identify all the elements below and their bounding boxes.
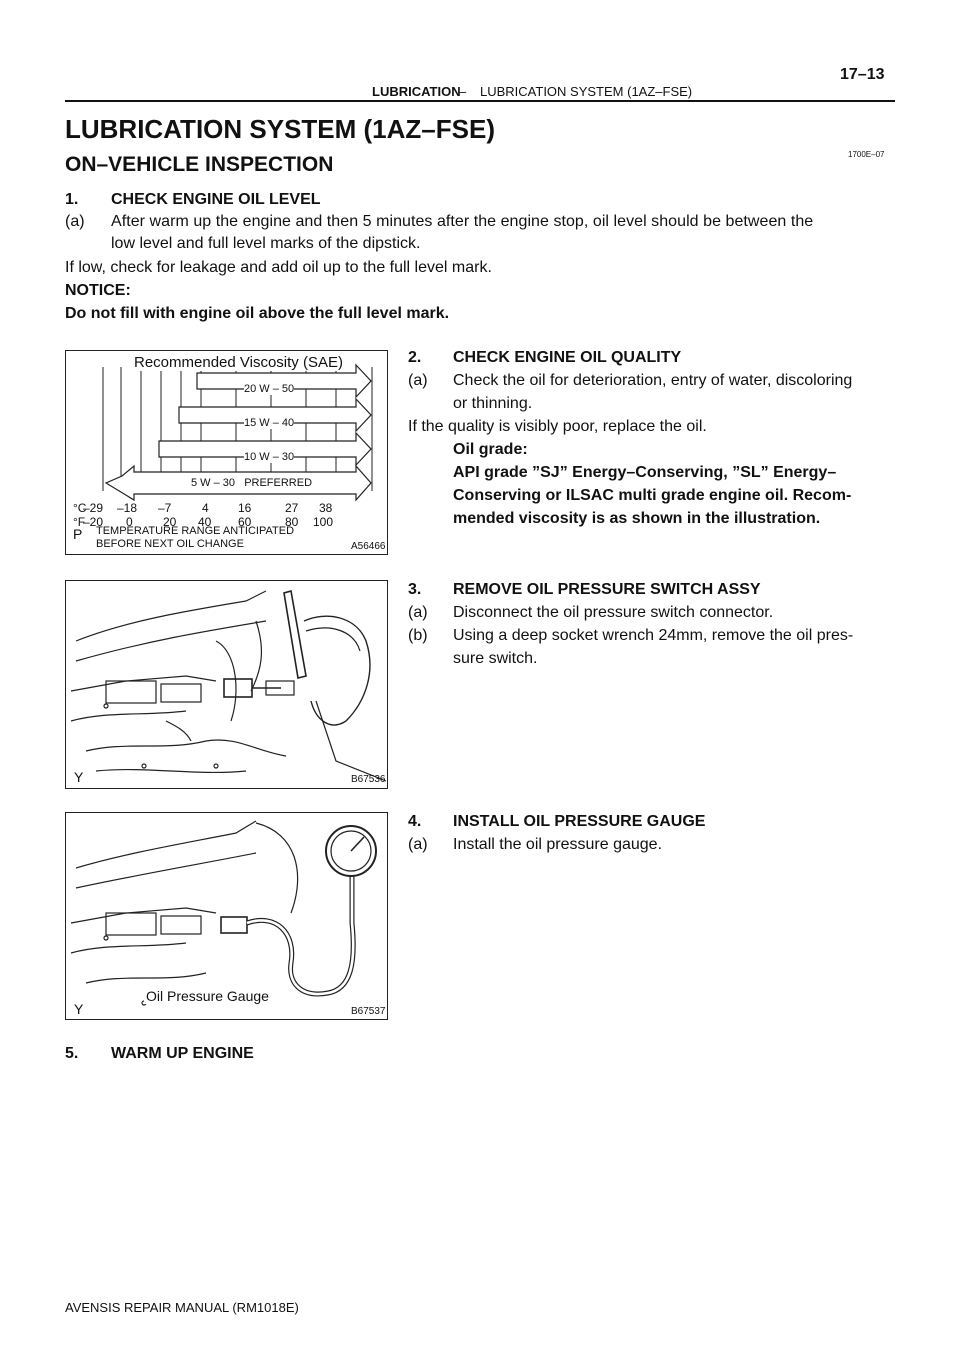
engine-part xyxy=(161,684,201,702)
celsius-tick: 16 xyxy=(238,501,252,515)
step3-number: 3. xyxy=(408,581,422,598)
step1-note: If low, check for leakage and add oil up to the full level mark. xyxy=(65,259,492,276)
notice-label: NOTICE: xyxy=(65,282,131,299)
fahrenheit-tick: 0 xyxy=(126,515,133,529)
gauge-callout: Oil Pressure Gauge xyxy=(146,988,269,1004)
step4-heading: INSTALL OIL PRESSURE GAUGE xyxy=(453,813,706,830)
bolt xyxy=(104,936,108,940)
celsius-tick: –7 xyxy=(158,501,172,515)
celsius-tick: –18 xyxy=(117,501,138,515)
step2-a-line1: Check the oil for deterioration, entry of water, discoloring xyxy=(453,372,853,389)
step5-heading: WARM UP ENGINE xyxy=(111,1045,254,1062)
engine-part xyxy=(106,913,156,935)
celsius-label: °C xyxy=(73,501,87,515)
pressure-switch xyxy=(224,679,252,697)
figure-corner-mark: Y xyxy=(74,1001,84,1017)
celsius-tick: –29 xyxy=(83,501,104,515)
notice-text: Do not fill with engine oil above the full level mark. xyxy=(65,305,450,322)
engine-contour xyxy=(256,823,298,913)
fahrenheit-tick: 40 xyxy=(198,515,212,529)
page-number: 17–13 xyxy=(840,66,885,83)
footer-manual-id: AVENSIS REPAIR MANUAL (RM1018E) xyxy=(65,1300,299,1315)
grip xyxy=(304,616,370,725)
wrench-handle xyxy=(284,591,306,678)
fahrenheit-tick: 80 xyxy=(285,515,299,529)
gauge-adapter xyxy=(221,917,247,933)
temperature-range-line1: TEMPERATURE RANGE ANTICIPATED xyxy=(96,525,295,537)
grade-label: 20 W – 50 xyxy=(244,383,295,395)
gauge-hose xyxy=(247,873,353,994)
oil-grade-line1: API grade ”SJ” Energy–Conserving, ”SL” Energy– xyxy=(453,464,837,481)
celsius-tick: 38 xyxy=(319,501,333,515)
figure-code: B67536 xyxy=(351,774,386,785)
step2-number: 2. xyxy=(408,349,422,366)
engine-contour xyxy=(71,711,186,721)
step1-a-label: (a) xyxy=(65,213,85,230)
grade-label: 15 W – 40 xyxy=(244,417,295,429)
grade-label: 5 W – 30 PREFERRED xyxy=(191,477,313,489)
celsius-tick: 4 xyxy=(202,501,209,515)
doc-code: 1700E–07 xyxy=(848,150,885,159)
step2-a-line2: or thinning. xyxy=(453,395,533,412)
fahrenheit-tick: 20 xyxy=(163,515,177,529)
fahrenheit-tick: 60 xyxy=(238,515,252,529)
temperature-range-line2: BEFORE NEXT OIL CHANGE xyxy=(96,538,244,550)
engine-contour xyxy=(166,721,191,741)
header-subsection: LUBRICATION SYSTEM (1AZ–FSE) xyxy=(480,84,693,99)
step3-heading: REMOVE OIL PRESSURE SWITCH ASSY xyxy=(453,581,761,598)
step1-heading: CHECK ENGINE OIL LEVEL xyxy=(111,191,321,208)
bolt xyxy=(104,704,108,708)
fahrenheit-tick: –20 xyxy=(83,515,104,529)
step4-a-label: (a) xyxy=(408,836,428,853)
engine-part xyxy=(161,916,201,934)
bolt xyxy=(214,764,218,768)
figure-code: A56466 xyxy=(351,541,386,552)
figure-corner-mark: P xyxy=(73,526,83,542)
step3-b-line1: Using a deep socket wrench 24mm, remove the oil pres- xyxy=(453,627,854,644)
oil-grade-line3: mended viscosity is as shown in the illustration. xyxy=(453,510,821,527)
gauge-hose-inner xyxy=(247,873,353,994)
step3-a-text: Disconnect the oil pressure switch connector. xyxy=(453,604,774,621)
header-rule xyxy=(65,100,895,102)
engine-switch-illustration xyxy=(66,581,387,788)
figure-corner-mark: Y xyxy=(74,769,84,785)
step1-a-line1: After warm up the engine and then 5 minutes after the engine stop, oil level should be between the xyxy=(111,213,814,230)
step2-note: If the quality is visibly poor, replace the oil. xyxy=(408,418,707,435)
hose-contour xyxy=(316,701,386,781)
viscosity-diagram xyxy=(66,351,387,554)
grip-contour xyxy=(306,628,360,651)
fahrenheit-label: °F xyxy=(73,515,86,529)
fahrenheit-tick: 100 xyxy=(313,515,334,529)
oil-grade-label: Oil grade: xyxy=(453,441,528,458)
grade-label: 10 W – 30 xyxy=(244,451,295,463)
oil-switch-figure xyxy=(65,580,388,789)
engine-contour xyxy=(76,591,266,641)
engine-contour xyxy=(86,973,206,983)
engine-contour xyxy=(71,943,186,953)
page-title: LUBRICATION SYSTEM (1AZ–FSE) xyxy=(65,114,495,144)
engine-contour xyxy=(216,641,236,721)
oil-grade-line2: Conserving or ILSAC multi grade engine oil. Recom- xyxy=(453,487,852,504)
step4-a-text: Install the oil pressure gauge. xyxy=(453,836,663,853)
engine-contour xyxy=(76,821,256,868)
step3-b-line2: sure switch. xyxy=(453,650,538,667)
step1-a-line2: low level and full level marks of the dipstick. xyxy=(111,235,421,252)
step3-b-label: (b) xyxy=(408,627,428,644)
viscosity-title: Recommended Viscosity (SAE) xyxy=(134,354,343,371)
engine-part xyxy=(106,681,156,703)
engine-contour xyxy=(76,621,266,661)
section-subtitle: ON–VEHICLE INSPECTION xyxy=(65,153,334,176)
bolt xyxy=(142,764,146,768)
figure-code: B67537 xyxy=(351,1006,386,1017)
celsius-tick: 27 xyxy=(285,501,299,515)
step5-number: 5. xyxy=(65,1045,79,1062)
oil-gauge-figure xyxy=(65,812,388,1020)
step4-number: 4. xyxy=(408,813,422,830)
viscosity-figure xyxy=(65,350,388,555)
header-separator: – xyxy=(459,84,467,99)
step1-number: 1. xyxy=(65,191,79,208)
step2-heading: CHECK ENGINE OIL QUALITY xyxy=(453,349,682,366)
engine-contour xyxy=(86,740,286,756)
header-section: LUBRICATION xyxy=(372,84,461,99)
engine-contour xyxy=(76,853,256,888)
step2-a-label: (a) xyxy=(408,372,428,389)
engine-contour xyxy=(96,770,246,773)
step3-a-label: (a) xyxy=(408,604,428,621)
